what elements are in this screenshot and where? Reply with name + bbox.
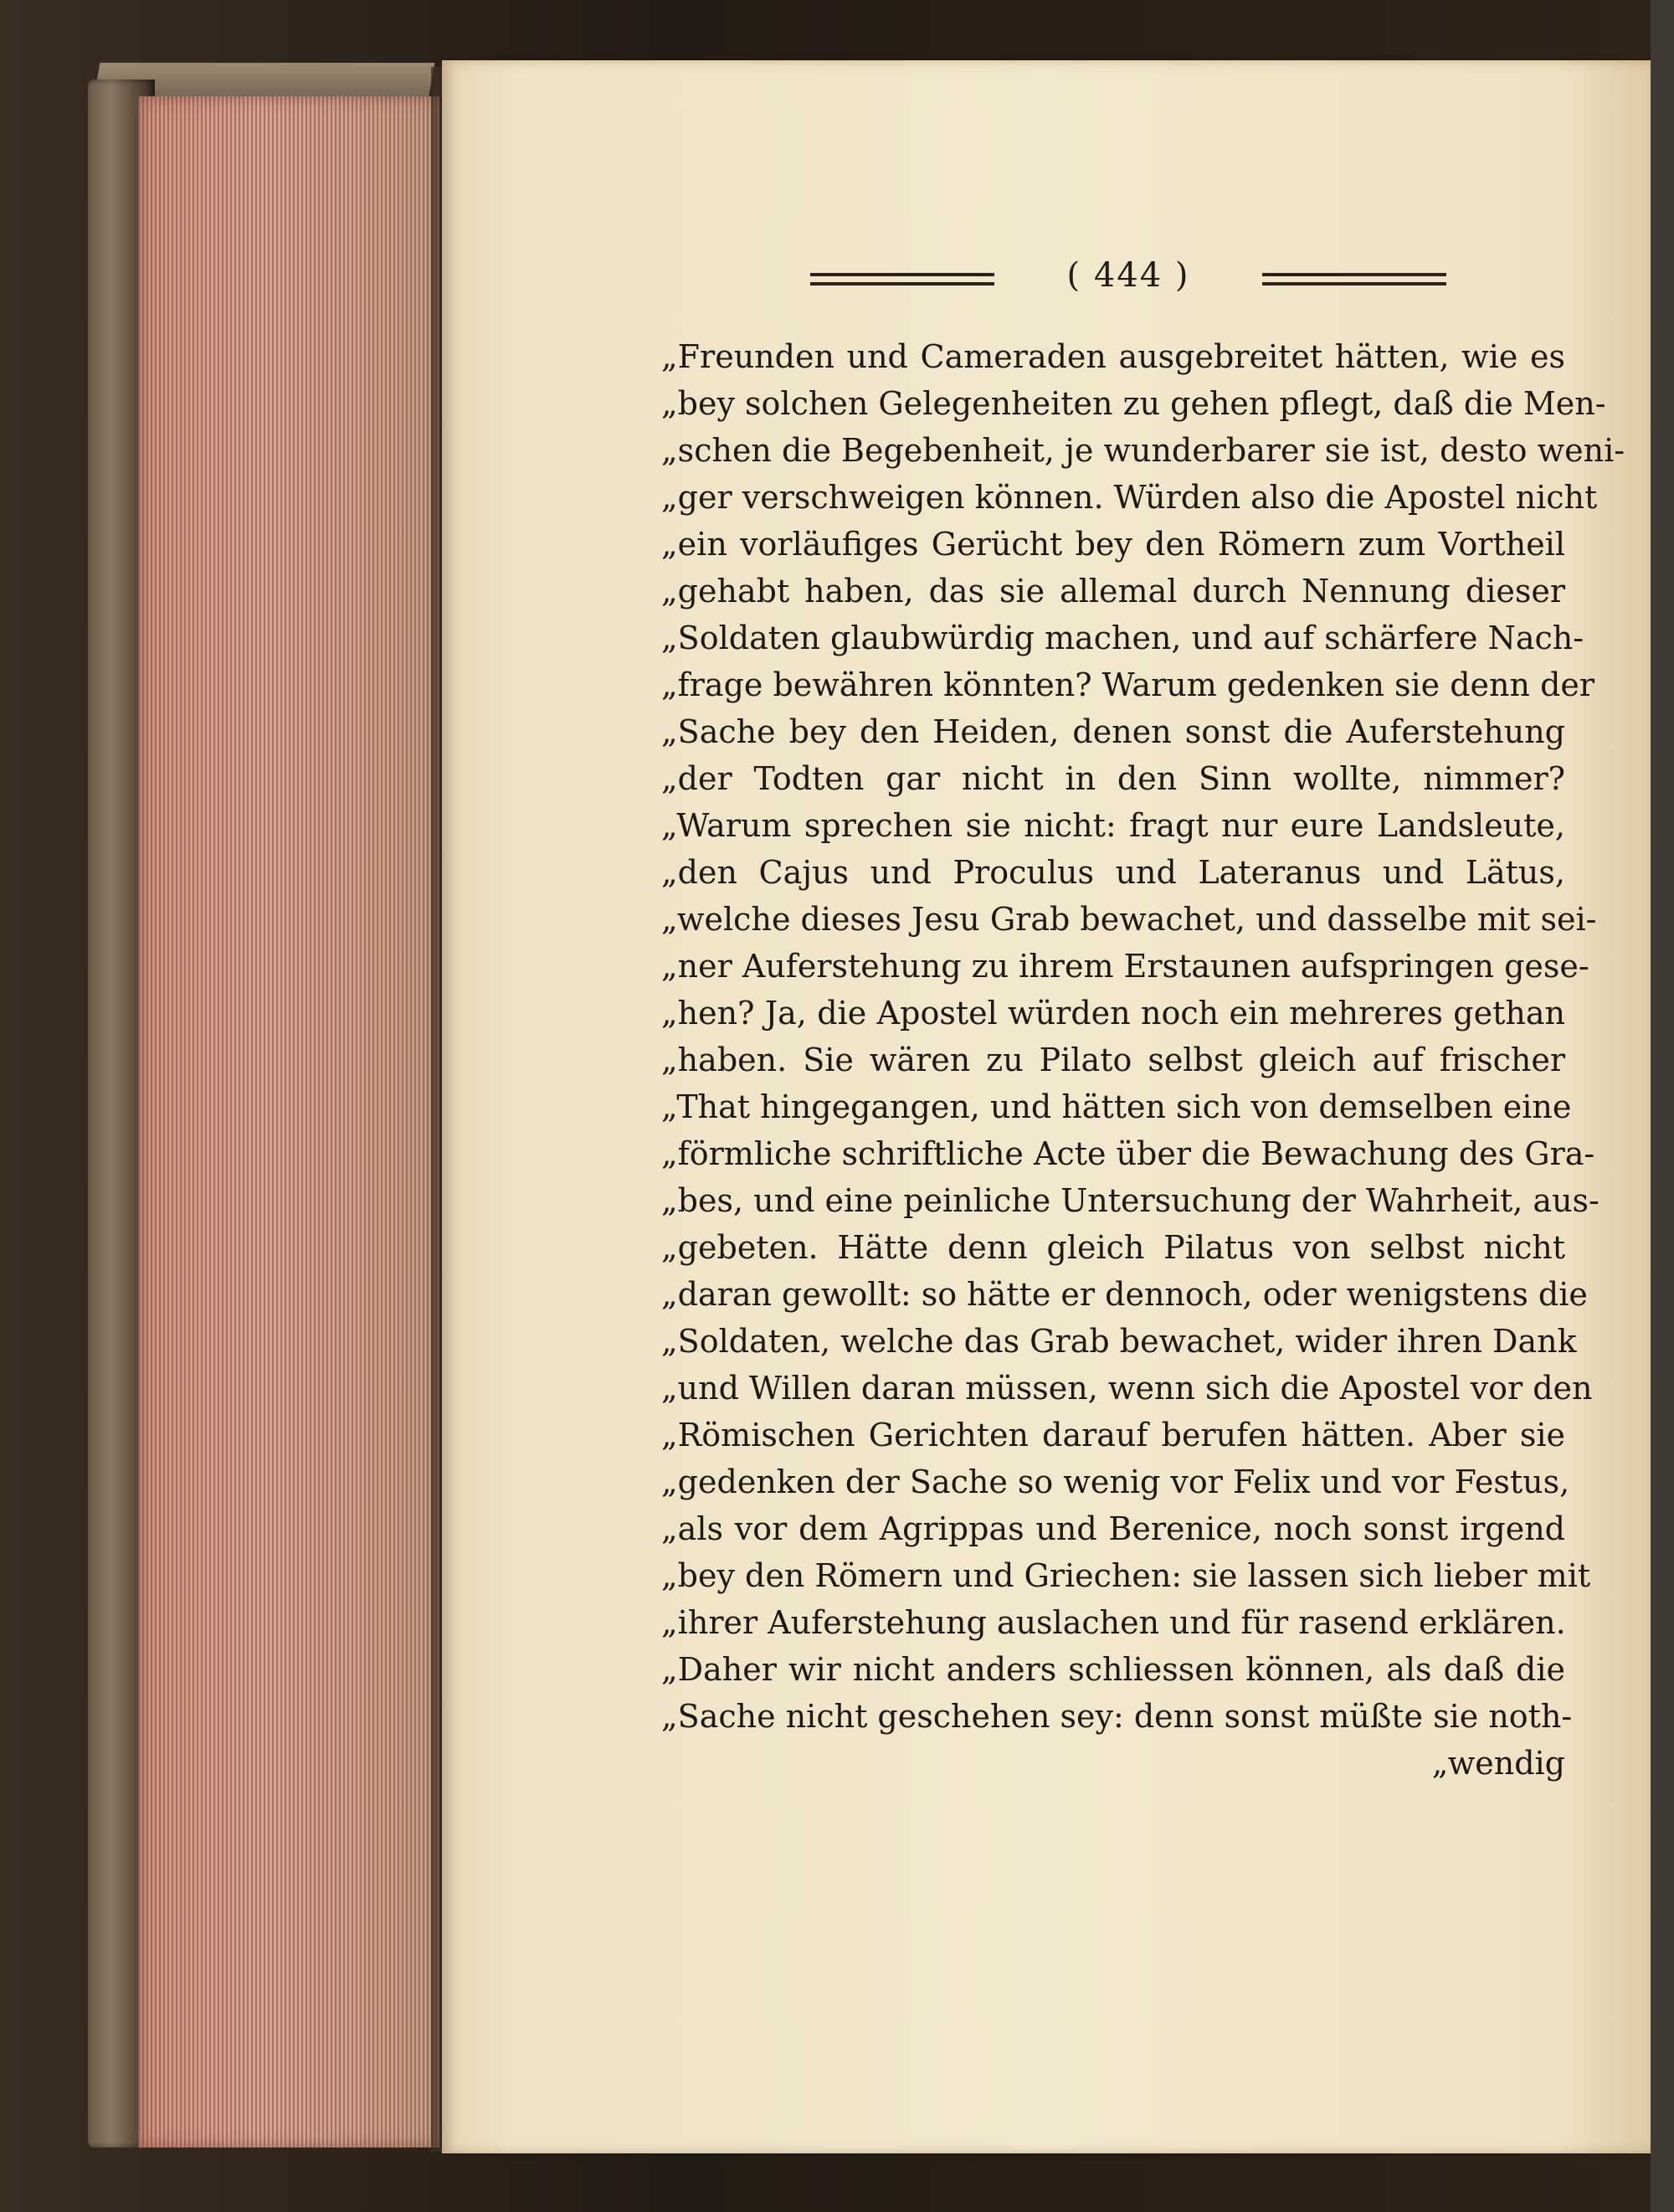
text-line: „gebeten. Hätte denn gleich Pilatus von selbst nicht xyxy=(661,1229,1565,1266)
text-line: „Warum sprechen sie nicht: fragt nur eure Landsleute, xyxy=(661,807,1565,844)
text-line: „Freunden und Cameraden ausgebreitet hätten, wie es xyxy=(661,338,1565,375)
text-line: „Soldaten glaubwürdig machen, und auf schärfere Nach- xyxy=(661,620,1584,656)
text-line: „der Todten gar nicht in den Sinn wollte, nimmer? xyxy=(661,760,1565,797)
text-line: „ger verschweigen können. Würden also die Apostel nicht xyxy=(661,479,1598,516)
page-header xyxy=(810,256,1450,306)
text-line: „schen die Begebenheit, je wunderbarer sie ist, desto weni- xyxy=(661,432,1625,469)
text-line: „gehabt haben, das sie allemal durch Nennung dieser xyxy=(661,573,1565,610)
text-line: „Sache bey den Heiden, denen sonst die Auferstehung xyxy=(661,713,1565,750)
text-line: „ein vorläufiges Gerücht bey den Römern zum Vortheil xyxy=(661,526,1565,563)
text-line: „förmliche schriftliche Acte über die Bewachung des Gra- xyxy=(661,1135,1595,1172)
text-line: „den Cajus und Proculus und Lateranus und Lätus, xyxy=(661,854,1565,891)
text-line: „haben. Sie wären zu Pilato selbst gleich auf frischer xyxy=(661,1042,1565,1078)
text-line: „bes, und eine peinliche Untersuchung der Wahrheit, aus- xyxy=(661,1182,1600,1219)
text-line: „welche dieses Jesu Grab bewachet, und dasselbe mit sei- xyxy=(661,901,1597,938)
page-number: ( 444 ) xyxy=(1066,256,1190,295)
text-line: „bey den Römern und Griechen: sie lassen sich lieber mit xyxy=(661,1557,1591,1594)
text-line: „als vor dem Agrippas und Berenice, noch sonst irgend xyxy=(661,1510,1565,1547)
text-line: „Römischen Gerichten darauf berufen hätten. Aber sie xyxy=(661,1417,1565,1453)
text-line: „Daher wir nicht anders schliessen können, als daß die xyxy=(661,1651,1565,1688)
text-line: „hen? Ja, die Apostel würden noch ein mehreres gethan xyxy=(661,995,1565,1031)
text-line: „ner Auferstehung zu ihrem Erstaunen aufspringen gese- xyxy=(661,948,1589,985)
text-line: „bey solchen Gelegenheiten zu gehen pflegt, daß die Men- xyxy=(661,385,1606,422)
text-line: „Sache nicht geschehen sey: denn sonst müßte sie noth- xyxy=(661,1698,1573,1735)
text-line: „Soldaten, welche das Grab bewachet, wider ihren Dank xyxy=(661,1323,1577,1360)
body-text xyxy=(661,333,1625,1787)
text-line: „gedenken der Sache so wenig vor Felix und vor Festus, xyxy=(661,1464,1570,1500)
catchword: „wendig xyxy=(1431,1745,1565,1782)
text-line: „und Willen daran müssen, wenn sich die Apostel vor den xyxy=(661,1370,1593,1407)
text-line: „ihrer Auferstehung auslachen und für rasend erklären. xyxy=(661,1604,1566,1641)
header-rule-right xyxy=(1262,273,1446,286)
text-line: „daran gewollt: so hätte er dennoch, oder wenigstens die xyxy=(661,1276,1588,1313)
text-line: „That hingegangen, und hätten sich von demselben eine xyxy=(661,1088,1572,1125)
header-rule-left xyxy=(810,273,994,286)
scan-border-right xyxy=(1651,0,1674,2212)
text-line: „frage bewähren könnten? Warum gedenken sie denn der xyxy=(661,666,1595,703)
page-edges xyxy=(138,96,439,2148)
